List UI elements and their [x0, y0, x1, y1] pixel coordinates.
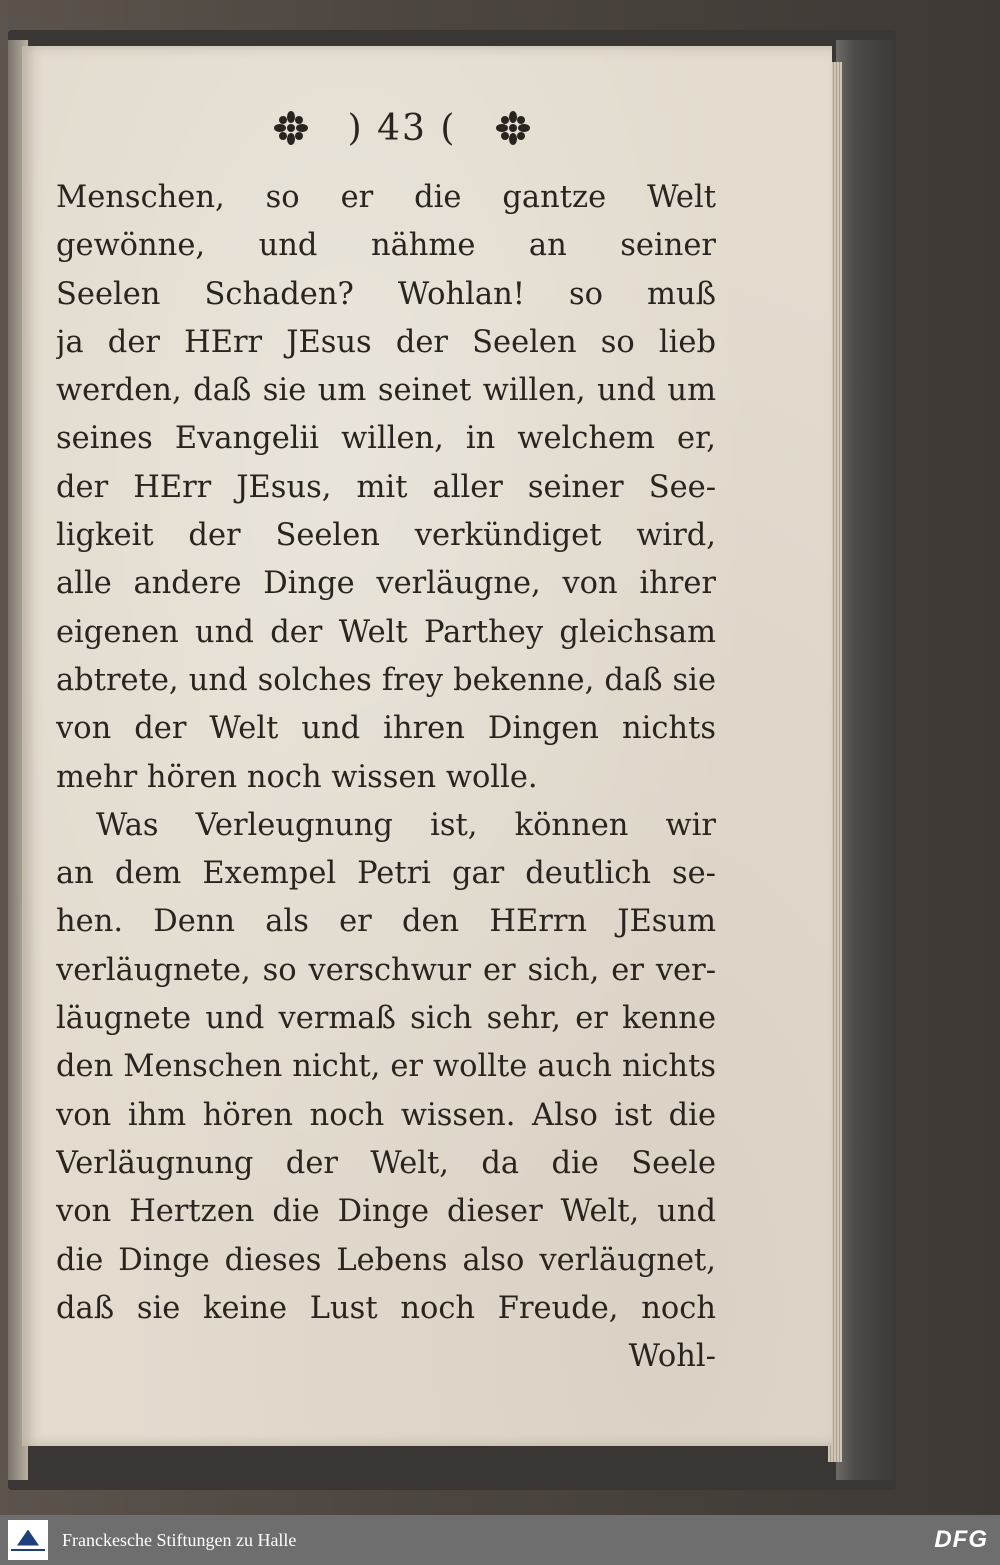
text-line: eigenen und der Welt Parthey gleichsam	[56, 614, 716, 650]
book-cover-edge	[836, 40, 896, 1480]
dfg-logo[interactable]: DFG	[934, 1526, 988, 1553]
text-line: von ihm hören noch wissen. Also ist die	[56, 1097, 716, 1133]
institution-logo[interactable]	[8, 1520, 48, 1560]
logo-underline	[11, 1549, 45, 1551]
text-line: Verläugnung der Welt, da die Seele	[56, 1145, 716, 1181]
text-line: mehr hören noch wissen wolle.	[56, 759, 538, 795]
text-line: von der Welt und ihren Dingen nichts	[56, 711, 716, 747]
text-line: Seelen Schaden? Wohlan! so muß	[56, 276, 716, 312]
text-line: läugnete und vermaß sich sehr, er kenne	[56, 1001, 716, 1037]
page-number: ) 43 (	[347, 107, 457, 149]
viewer-footer	[0, 1515, 1000, 1565]
text-line: den Menschen nicht, er wollte auch nichts	[56, 1049, 716, 1085]
text-line: hen. Denn als er den HErrn JEsum	[56, 904, 716, 940]
text-line: ja der HErr JEsus der Seelen so lieb	[56, 324, 716, 360]
text-line: Menschen, so er die gantze Welt	[56, 180, 716, 215]
page-header	[222, 98, 582, 158]
institution-name[interactable]: Franckesche Stiftungen zu Halle	[62, 1529, 297, 1550]
text-line: Was Verleugnung ist, können wir	[96, 807, 716, 843]
body-text	[56, 174, 716, 1381]
text-line: werden, daß sie um seinet willen, und um	[56, 373, 716, 409]
text-line: daß sie keine Lust noch Freude, noch	[56, 1290, 716, 1326]
text-line: an dem Exempel Petri gar deutlich se-	[56, 856, 716, 892]
text-line: die Dinge dieses Lebens also verläugnet,	[56, 1242, 716, 1278]
flower-ornament-icon	[274, 111, 308, 145]
text-line: alle andere Dinge verläugne, von ihrer	[56, 566, 716, 602]
text-line: seines Evangelii willen, in welchem er,	[56, 421, 716, 457]
text-line: gewönne, und nähme an seiner	[56, 228, 716, 264]
text-line: der HErr JEsus, mit aller seiner See-	[56, 469, 716, 505]
text-line: verläugnete, so verschwur er sich, er ver-	[56, 952, 716, 988]
text-line: von Hertzen die Dinge dieser Welt, und	[56, 1194, 716, 1230]
flower-ornament-icon	[496, 111, 530, 145]
text-line: ligkeit der Seelen verkündiget wird,	[56, 518, 716, 554]
text-line: abtrete, und solches frey bekenne, daß sie	[56, 662, 716, 698]
logo-mark-icon	[17, 1530, 39, 1546]
catchword: Wohl-	[628, 1339, 716, 1375]
book-page	[22, 46, 832, 1446]
